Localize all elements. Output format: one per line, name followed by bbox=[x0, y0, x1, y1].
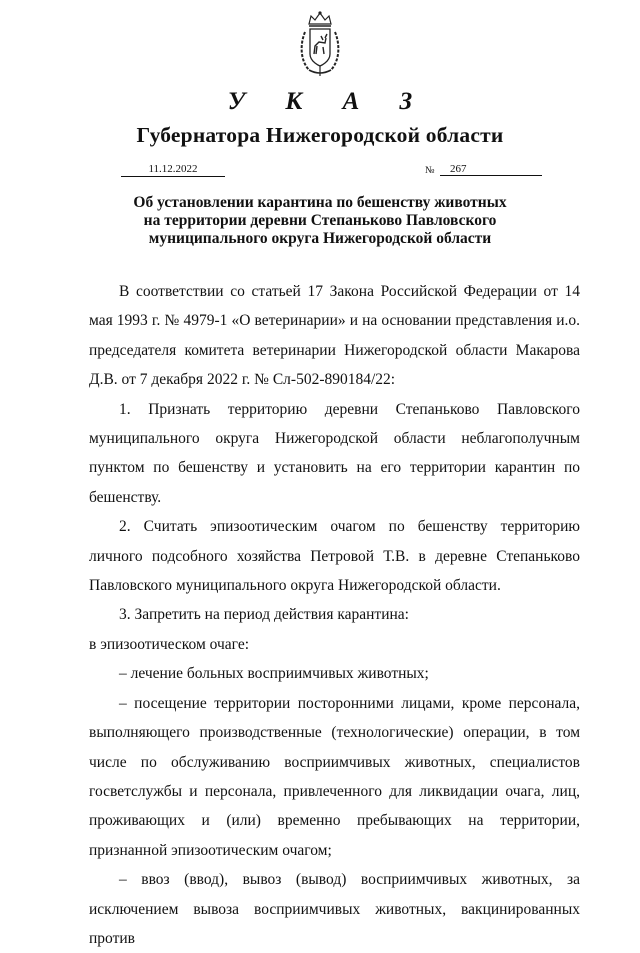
paragraph-item-3: 3. Запретить на период действия карантина: bbox=[119, 606, 409, 624]
document-heading bbox=[100, 194, 540, 248]
paragraph-bullet: – лечение больных восприимчивых животных; bbox=[119, 665, 429, 683]
heading-line: муниципального округа Нижегородской области bbox=[148, 230, 492, 247]
decree-number: 267 bbox=[440, 163, 542, 176]
paragraph-item-2: 2. Считать эпизоотическим очагом по бешенству территорию личного подсобного хозяйства Петровой Т.В. в деревне Степаньково Павловского муниципального округа Нижегородской области. bbox=[89, 518, 580, 595]
coat-of-arms-icon bbox=[297, 10, 343, 78]
paragraph-preamble: В соответствии со статьей 17 Закона Российской Федерации от 14 мая 1993 г. № 4979-1 «О ветеринарии» и на основании представления и.о. председателя комитета ветеринарии Нижегородской области Макарова Д.В. от 7 декабря 2022 г. № Сл-502-890184/22: bbox=[89, 283, 580, 389]
decree-title: У К А З bbox=[227, 88, 430, 115]
paragraph-item-1: 1. Признать территорию деревни Степаньково Павловского муниципального округа Нижегородской области неблагополучным пунктом по бешенству и установить на его территории карантин по бешенству. bbox=[89, 400, 580, 506]
heading-line: на территории деревни Степаньково Павловского bbox=[143, 212, 497, 229]
decree-date: 11.12.2022 bbox=[121, 163, 225, 177]
paragraph-bullet: – ввоз (ввод), вывоз (вывод) восприимчивых животных, за исключением вывоза восприимчивых животных, вакцинированных против bbox=[89, 871, 580, 947]
number-label: № bbox=[425, 165, 435, 176]
document-body bbox=[89, 277, 580, 953]
paragraph-focus-label: в эпизоотическом очаге: bbox=[89, 635, 250, 653]
paragraph-bullet: – посещение территории посторонними лицами, кроме персонала, выполняющего производственные (технологические) операции, в том числе по обслуживанию восприимчивых животных, специалистов госветслужбы и персонала, привлеченного для ликвидации очага, лиц, проживающих и (или) временно пребывающих на территории, признанной эпизоотическим очагом; bbox=[89, 694, 580, 859]
heading-line: Об установлении карантина по бешенству животных bbox=[133, 194, 507, 211]
decree-issuer: Губернатора Нижегородской области bbox=[136, 123, 504, 147]
